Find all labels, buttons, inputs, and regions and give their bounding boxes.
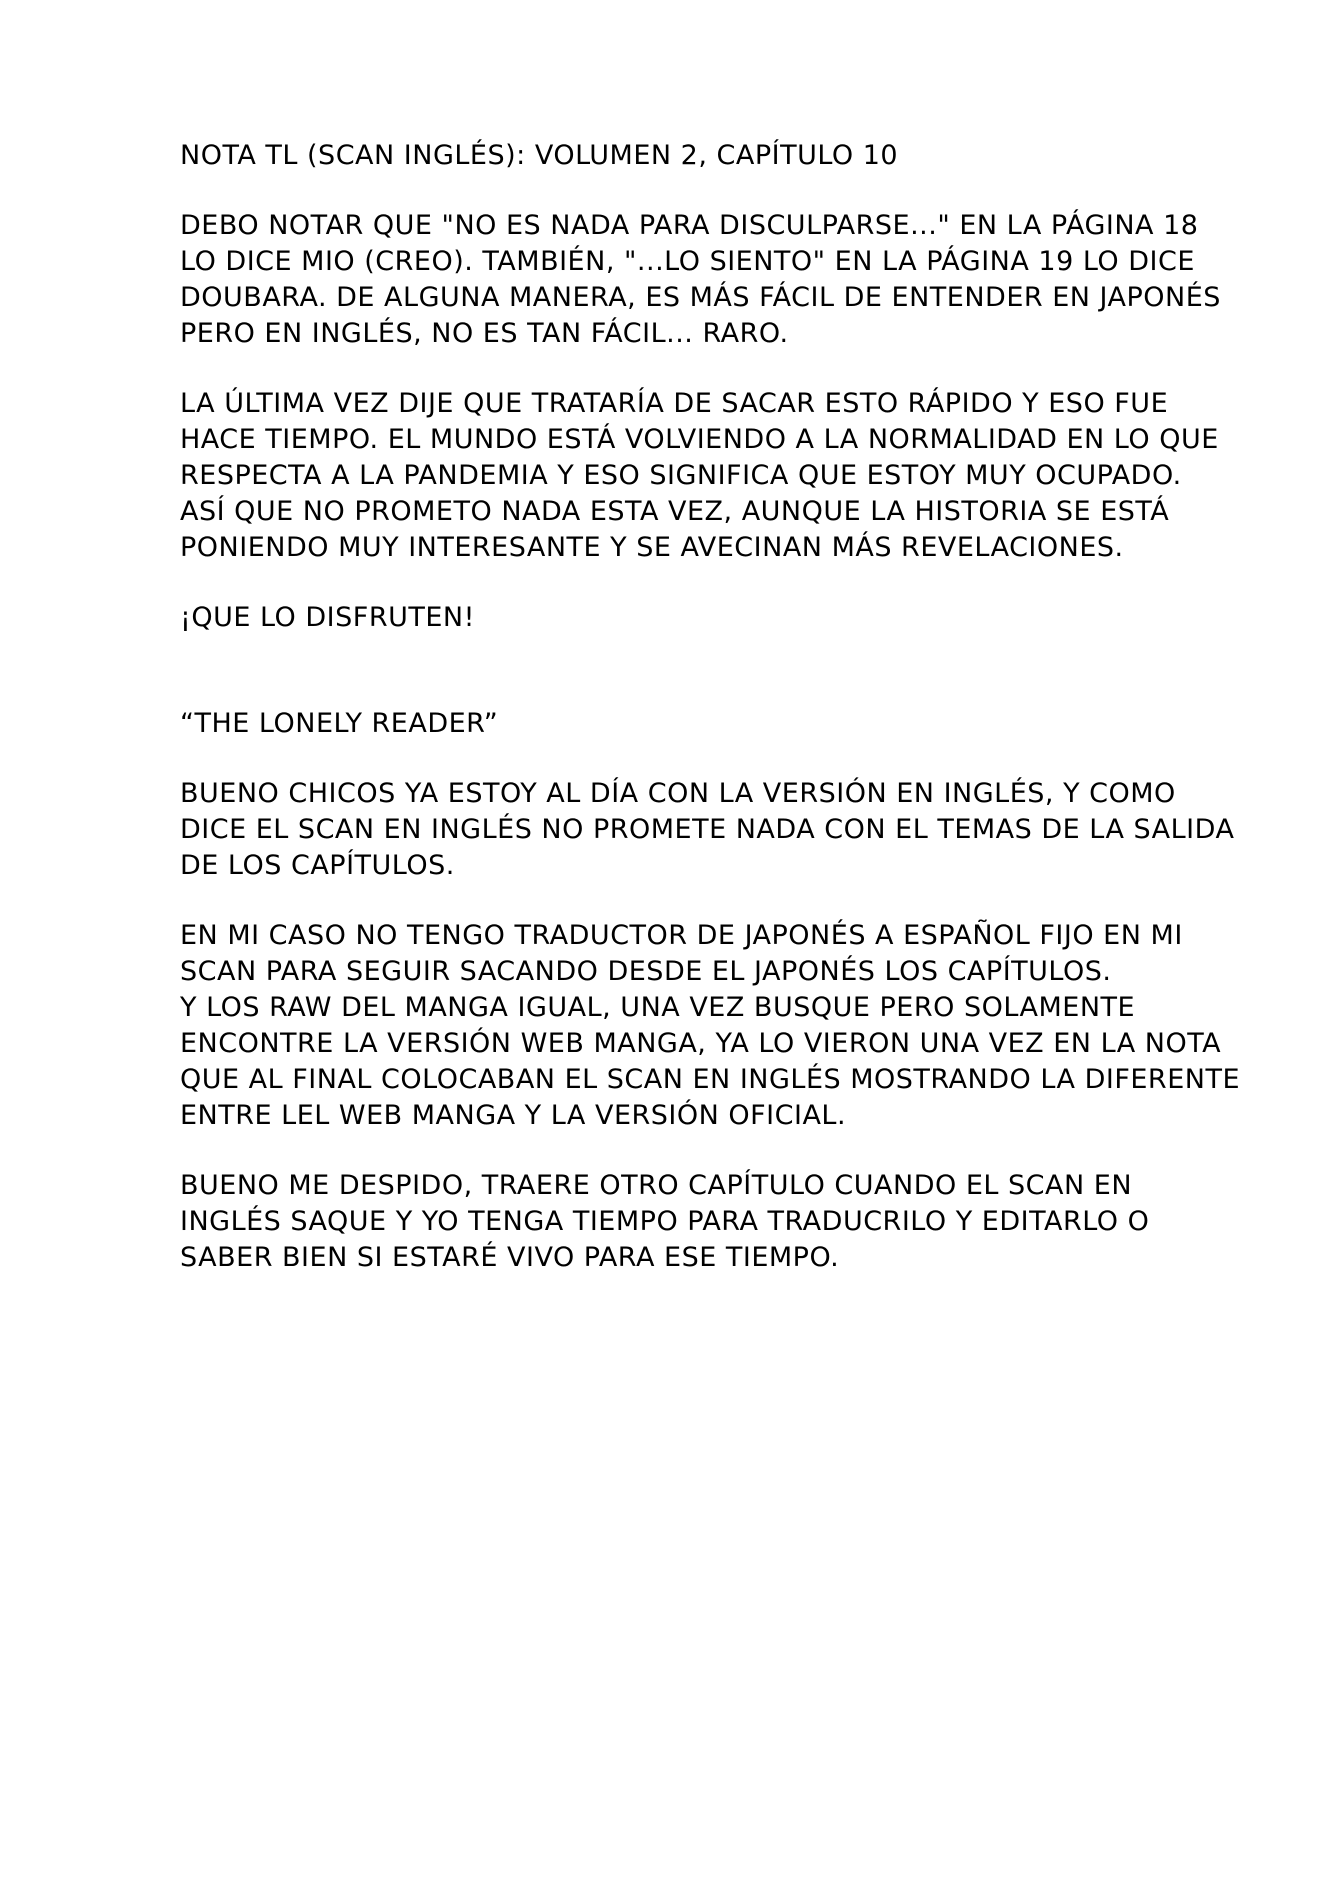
reader-paragraph-3 — [180, 1168, 1180, 1276]
reader-paragraph-1 — [180, 776, 1235, 884]
note-line: RESPECTA A LA PANDEMIA Y ESO SIGNIFICA QUE ESTOY MUY OCUPADO. — [180, 460, 1182, 491]
reader-line: ENTRE LEL WEB MANGA Y LA VERSIÓN OFICIAL. — [180, 1100, 847, 1131]
paragraph-gap — [180, 1134, 1180, 1168]
reader-line: DE LOS CAPÍTULOS. — [180, 850, 455, 881]
reader-line: ENCONTRE LA VERSIÓN WEB MANGA, YA LO VIERON UNA VEZ EN LA NOTA — [180, 1028, 1222, 1059]
reader-line: Y LOS RAW DEL MANGA IGUAL, UNA VEZ BUSQUE PERO SOLAMENTE — [180, 992, 1136, 1023]
reader-signature: “THE LONELY READER” — [180, 708, 499, 739]
reader-line: QUE AL FINAL COLOCABAN EL SCAN EN INGLÉS MOSTRANDO LA DIFERENTE — [180, 1064, 1241, 1095]
paragraph-gap — [180, 742, 1180, 776]
note-line: DOUBARA. DE ALGUNA MANERA, ES MÁS FÁCIL DE ENTENDER EN JAPONÉS — [180, 282, 1221, 313]
note-closing: ¡QUE LO DISFRUTEN! — [180, 602, 475, 633]
note-line: LA ÚLTIMA VEZ DIJE QUE TRATARÍA DE SACAR ESTO RÁPIDO Y ESO FUE — [180, 388, 1169, 419]
note-line: DEBO NOTAR QUE "NO ES NADA PARA DISCULPARSE..." EN LA PÁGINA 18 — [180, 210, 1199, 241]
paragraph-gap — [180, 566, 1180, 600]
note-title: NOTA TL (SCAN INGLÉS): VOLUMEN 2, CAPÍTULO 10 — [180, 140, 899, 171]
reader-line: EN MI CASO NO TENGO TRADUCTOR DE JAPONÉS A ESPAÑOL FIJO EN MI — [180, 920, 1183, 951]
note-paragraph-2 — [180, 386, 1219, 566]
section-gap — [180, 636, 1180, 706]
reader-line: SCAN PARA SEGUIR SACANDO DESDE EL JAPONÉS LOS CAPÍTULOS. — [180, 956, 1112, 987]
paragraph-gap — [180, 352, 1180, 386]
paragraph-gap — [180, 884, 1180, 918]
reader-paragraph-2 — [180, 918, 1241, 1134]
reader-line: BUENO CHICOS YA ESTOY AL DÍA CON LA VERSIÓN EN INGLÉS, Y COMO — [180, 778, 1176, 809]
note-line: PONIENDO MUY INTERESANTE Y SE AVECINAN MÁS REVELACIONES. — [180, 532, 1124, 563]
reader-line: SABER BIEN SI ESTARÉ VIVO PARA ESE TIEMPO. — [180, 1242, 840, 1273]
reader-line: INGLÉS SAQUE Y YO TENGA TIEMPO PARA TRADUCRILO Y EDITARLO O — [180, 1206, 1150, 1237]
note-line: LO DICE MIO (CREO). TAMBIÉN, "...LO SIENTO" EN LA PÁGINA 19 LO DICE — [180, 246, 1195, 277]
note-line: HACE TIEMPO. EL MUNDO ESTÁ VOLVIENDO A LA NORMALIDAD EN LO QUE — [180, 424, 1219, 455]
reader-line: DICE EL SCAN EN INGLÉS NO PROMETE NADA CON EL TEMAS DE LA SALIDA — [180, 814, 1235, 845]
paragraph-gap — [180, 174, 1180, 208]
note-text-block — [180, 138, 1241, 1276]
note-line: ASÍ QUE NO PROMETO NADA ESTA VEZ, AUNQUE LA HISTORIA SE ESTÁ — [180, 496, 1170, 527]
note-line: PERO EN INGLÉS, NO ES TAN FÁCIL... RARO. — [180, 318, 789, 349]
reader-line: BUENO ME DESPIDO, TRAERE OTRO CAPÍTULO CUANDO EL SCAN EN — [180, 1170, 1133, 1201]
note-paragraph-1 — [180, 208, 1221, 352]
